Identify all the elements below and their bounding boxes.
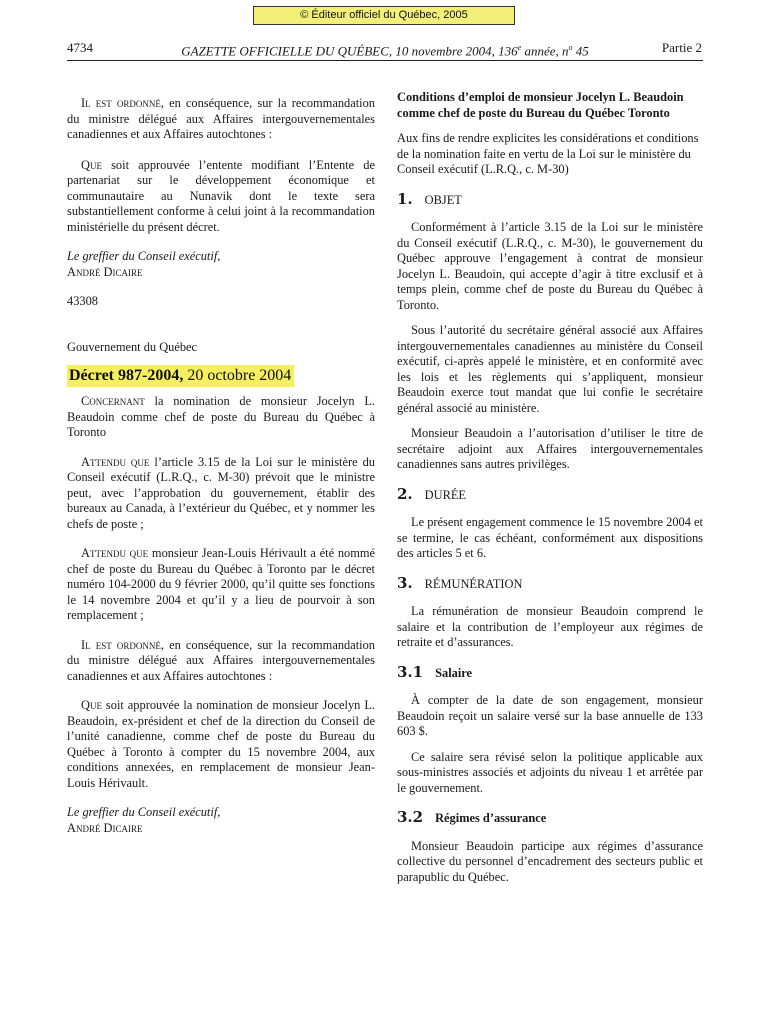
gouvernement-label: Gouvernement du Québec [67, 339, 198, 354]
section-3-paragraph-1: La rémunération de monsieur Beaudoin comprend le salaire et la contribution de l’employeur aux régimes de retraite et d’assurances. [397, 604, 703, 649]
lead-words: Que [81, 157, 102, 172]
paragraph-text: monsieur Jean-Louis Hérivault a été nommé chef de poste du Bureau du Québec à Toronto par le décret numéro 104-2000 du 9 février 2000, qu’il quitte ses fonctions le 14 novembre 2004 et qu’il y a lieu de pourvoir à son remplacement ; [67, 546, 375, 622]
section-label: OBJET [424, 192, 462, 207]
section-1-paragraph-1: Conformément à l’article 3.15 de la Loi sur le ministère du Conseil exécutif (L.R.Q., c. M-30), le gouvernement du Québec approuve l’engagement à contrat de monsieur Jocelyn L. Beaudoin, qui accepte d’agir à titre exclusif et à temps plein, comme chef de poste du Bureau du Québec à Toronto. [397, 220, 703, 312]
lead-words: Attendu que [81, 546, 149, 560]
paragraph-text: soit approuvée la nomination de monsieur Jocelyn L. Beaudoin, ex-président et chef de la direction du Conseil de l’unité canadienne, comme chef de poste du Bureau du Québec à Toronto à compter du 15 novembre 2004, aux conditions annexées, en remplacement de monsieur Jean-Louis Hérivault. [67, 698, 375, 790]
number-sup: o [568, 43, 573, 52]
section-label: RÉMUNÉRATION [424, 576, 523, 591]
gazette-title: GAZETTE OFFICIELLE DU QUÉBEC, 10 novembre 2004, 136 [181, 43, 518, 59]
section-number: 2. [397, 484, 413, 503]
gazette-title-end: année, n [521, 43, 569, 59]
signature: André Dicaire [67, 264, 143, 279]
header-rule [67, 60, 703, 61]
section-label: DURÉE [424, 487, 466, 502]
decret-date: 20 octobre 2004 [183, 367, 292, 384]
section-number: 3. [397, 573, 413, 592]
copyright-banner: © Éditeur officiel du Québec, 2005 [253, 6, 515, 25]
section-3-1-paragraph-1: À compter de la date de son engagement, monsieur Beaudoin reçoit un salaire versé sur la base annuelle de 133 603 $. [397, 693, 703, 738]
section-label: Salaire [435, 665, 473, 680]
paragraph-ordonne-1 [67, 96, 375, 143]
section-label: Régimes d’assurance [435, 811, 547, 825]
section-2-paragraph-1: Le présent engagement commence le 15 novembre 2004 et se termine, le cas échéant, conformément aux dispositions des articles 5 et 6. [397, 515, 703, 560]
section-3-heading [397, 573, 703, 593]
conditions-title: Conditions d’emploi de monsieur Jocelyn L. Beaudoin comme chef de poste du Bureau du Québec Toronto [397, 90, 684, 120]
paragraph-text: la nomination de monsieur Jocelyn L. Beaudoin comme chef de poste du Bureau du Québec à Toronto [67, 394, 375, 439]
paragraph-attendu-1 [67, 455, 375, 533]
lead-words: Il est ordonné [81, 637, 161, 652]
intro-paragraph: Aux fins de rendre explicites les considérations et conditions de la nomination faite en vertu de la Loi sur le ministère du Conseil exécutif (L.R.Q., c. M-30) [397, 131, 699, 176]
edition-sup: e [517, 43, 522, 52]
left-column [67, 90, 375, 836]
right-column [397, 90, 703, 885]
signature: André Dicaire [67, 820, 143, 835]
section-1-heading [397, 189, 703, 209]
section-2-heading [397, 484, 703, 504]
section-1-paragraph-2: Sous l’autorité du secrétaire général associé aux Affaires intergouvernementales canadiennes au ministère du Conseil exécutif, ci-après appelé le ministère, et en conformité avec les lois et les règlements qui s’appliquent, monsieur Beaudoin exerce tout mandat que lui confie le secrétaire général associé au ministère. [397, 323, 703, 415]
paragraph-text: , en conséquence, sur la recommandation du ministre délégué aux Affaires intergouvernementales canadiennes et aux Affaires autochtones : [67, 637, 375, 683]
page-number: 4734 [67, 40, 93, 55]
section-1-paragraph-3: Monsieur Beaudoin a l’autorisation d’utiliser le titre de secrétaire adjoint aux Affaires intergouvernementales canadiennes sans autres privilèges. [397, 426, 703, 471]
greffier-title: Le greffier du Conseil exécutif, [67, 805, 221, 819]
paragraph-que-1 [67, 158, 375, 236]
decret-heading [67, 365, 375, 387]
paragraph-concernant [67, 394, 375, 441]
section-number: 1. [397, 189, 413, 208]
section-3-2-paragraph-1: Monsieur Beaudoin participe aux régimes d’assurance collective du personnel d’encadrement des secteurs public et parapublic du Québec. [397, 838, 703, 884]
lead-words: Que [81, 698, 102, 712]
lead-words: Il est ordonné [81, 96, 161, 110]
paragraph-attendu-2 [67, 546, 375, 624]
reference-code: 43308 [67, 294, 98, 308]
paragraph-text: l’article 3.15 de la Loi sur le ministère du Conseil exécutif (L.R.Q., c. M-30) prévoit que le ministre peut, avec l’approbation du gouvernement, établir des bureaux au Canada, à l’extérieur du Québec, et y nommer les chefs de poste ; [67, 454, 375, 531]
decret-highlight [67, 365, 294, 387]
paragraph-que-2 [67, 698, 375, 791]
paragraph-ordonne-2 [67, 638, 375, 685]
section-number: 3.1 [397, 662, 424, 681]
section-3-1-heading [397, 662, 703, 682]
decret-number: Décret 987-2004, [69, 367, 184, 384]
greffier-title: Le greffier du Conseil exécutif, [67, 249, 221, 263]
section-3-2-heading [397, 810, 703, 827]
section-number: 3.2 [397, 808, 424, 826]
partie-label: Partie 2 [661, 40, 702, 55]
section-3-1-paragraph-2: Ce salaire sera révisé selon la politique applicable aux sous-ministres associés et adjoints du niveau 1 et arrêtée par le gouvernement. [397, 749, 703, 795]
lead-words: Concernant [81, 394, 145, 408]
paragraph-text: , en conséquence, sur la recommandation du ministre délégué aux Affaires intergouvernementales canadiennes et aux Affaires autochtones : [67, 96, 375, 141]
paragraph-text: soit approuvée l’entente modifiant l’Entente de partenariat sur le développement économique et communautaire au Nunavik dont le texte sera substantiellement conforme à celui joint à la recommandation ministérielle du présent décret. [67, 157, 375, 234]
lead-words: Attendu que [81, 454, 150, 469]
gazette-header [160, 40, 610, 59]
issue-number: 45 [572, 43, 589, 59]
